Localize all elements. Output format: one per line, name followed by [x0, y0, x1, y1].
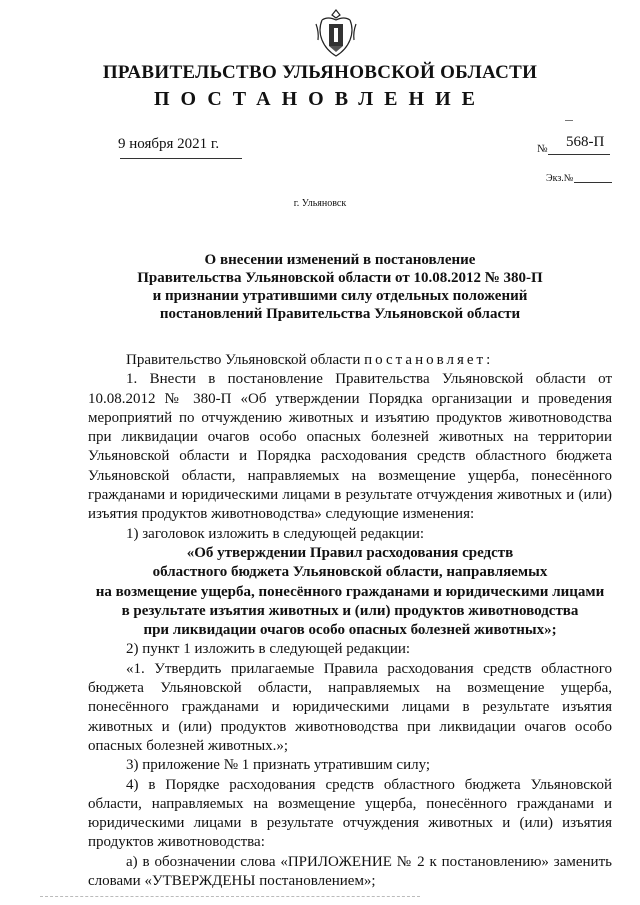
new-title-line-3: на возмещение ущерба, понесённого гражданами и юридическими лицами — [95, 583, 605, 600]
date-underline — [120, 158, 242, 159]
intro-paragraph — [88, 351, 612, 370]
paragraph-title-change: 1) заголовок изложить в следующей редакции: — [126, 525, 425, 542]
paragraph-point-1-change: 2) пункт 1 изложить в следующей редакции: — [126, 641, 411, 658]
copy-number-underline — [574, 182, 612, 183]
new-title-line-2: областного бюджета Ульяновской области, направляемых — [152, 564, 548, 581]
heading-line-2: Правительства Ульяновской области от 10.08.2012 № 380-П — [137, 270, 543, 286]
copy-number-label: Экз.№ — [546, 173, 574, 184]
new-title-line-4: в результате изъятия животных и (или) продуктов животноводства — [121, 602, 579, 619]
paragraph-new-point-1: «1. Утвердить прилагаемые Правила расходования средств областного бюджета Ульяновской области, направляемых на возмещение ущерба, понесённого гражданами и юридическими лицами в результате изъятия животных и (или) продуктов животноводства при ликвидации очагов особо опасных болезней животных.»; — [88, 660, 612, 754]
intro-prefix: Правительство Ульяновской области — [126, 352, 365, 368]
bottom-scan-artifact — [40, 896, 420, 897]
paragraph-annex-1-void: 3) приложение № 1 признать утратившим силу; — [126, 757, 431, 774]
government-title: ПРАВИТЕЛЬСТВО УЛЬЯНОВСКОЙ ОБЛАСТИ — [102, 62, 538, 83]
coat-of-arms-emblem — [314, 6, 358, 60]
document-body — [88, 351, 612, 891]
document-heading — [130, 251, 550, 323]
number-tick-mark — [565, 120, 573, 121]
heading-line-3: и признании утратившими силу отдельных положений — [152, 288, 528, 304]
number-underline — [548, 154, 610, 155]
paragraph-procedure-changes: 4) в Порядке расходования средств областного бюджета Ульяновской области, направляемых на возмещение ущерба, понесённого гражданами и юридическими лицами в результате отчуждения животных и (или) изъятия продуктов животноводства: — [88, 776, 612, 851]
paragraph-1: 1. Внести в постановление Правительства Ульяновской области от 10.08.2012 № 380-П «Об утверждении Порядка организации и проведения мероприятий по отчуждению животных и изъятию продуктов животноводства при ликвидации очагов особо опасных болезней животных на территории Ульяновской области и Порядка расходования средств областного бюджета Ульяновской области, направляемых на возмещение ущерба, понесённого гражданами и юридическими лицами в результате отчуждения животных и (или) изъятия продуктов животноводства» следующие изменения: — [88, 371, 612, 523]
intro-resolves: постановляет: — [364, 352, 494, 368]
heading-line-4: постановлений Правительства Ульяновской области — [159, 306, 521, 322]
document-date: 9 ноября 2021 г. — [118, 136, 220, 152]
new-title-line-5: при ликвидации очагов особо опасных болезней животных»; — [143, 622, 557, 639]
new-title-line-1: «Об утверждении Правил расходования средств — [186, 544, 514, 561]
paragraph-subpoint-a: а) в обозначении слова «ПРИЛОЖЕНИЕ № 2 к постановлению» заменить словами «УТВЕРЖДЕНЫ постановлением»; — [88, 853, 612, 890]
document-type-title: ПОСТАНОВЛЕНИЕ — [154, 88, 486, 110]
number-sign: № — [537, 143, 548, 155]
document-number: 568-П — [566, 134, 605, 150]
heading-line-1: О внесении изменений в постановление — [204, 252, 476, 268]
city-label: г. Ульяновск — [293, 198, 347, 209]
